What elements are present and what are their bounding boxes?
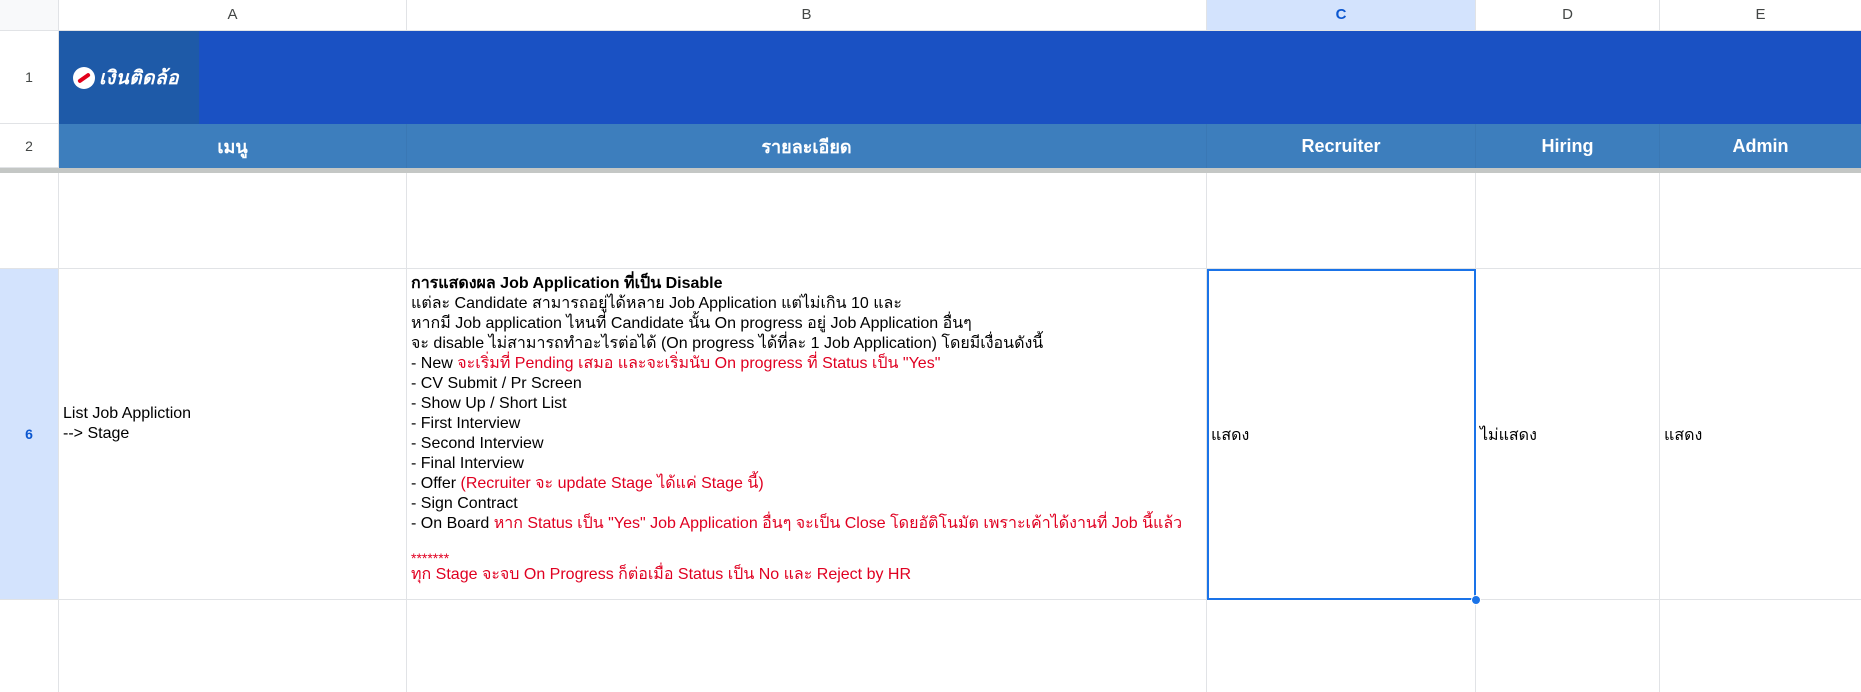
stage-new-label: - New (411, 355, 458, 372)
banner-row (59, 31, 1861, 124)
header-detail[interactable]: รายละเอียด (407, 124, 1207, 168)
company-logo (59, 31, 199, 124)
menu-subitem: --> Stage (63, 425, 130, 442)
header-admin[interactable]: Admin (1660, 124, 1861, 168)
menu-name: List Job Appliction (63, 405, 192, 422)
stage-offer (411, 474, 1202, 494)
detail-spacer (411, 534, 1202, 551)
stage-on-board (411, 514, 1202, 534)
cell-blank-d[interactable] (1476, 173, 1660, 269)
row-header-6[interactable]: 6 (0, 269, 59, 600)
cell-blank-a[interactable] (59, 173, 407, 269)
row-header-blank[interactable] (0, 173, 59, 269)
row-header-next[interactable] (0, 600, 59, 692)
header-menu[interactable]: เมนู (59, 124, 407, 168)
hiring-visibility: ไม่แสดง (1480, 427, 1537, 444)
logo-text: เงินติดล้อ (99, 67, 179, 89)
row-header-1[interactable]: 1 (0, 31, 59, 124)
stage-new-note: จะเริ่มที่ Pending เสมอ และจะเริ่มนับ On progress ที่ Status เป็น "Yes" (457, 355, 941, 372)
column-header-c[interactable]: C (1207, 0, 1476, 31)
logo-icon (73, 67, 95, 89)
cell-next-b[interactable] (407, 600, 1207, 692)
cell-next-c[interactable] (1207, 600, 1476, 692)
cell-b6[interactable] (407, 269, 1207, 600)
fill-handle[interactable] (1471, 595, 1481, 605)
stage-offer-note: (Recruiter จะ update Stage ได้แค่ Stage นี้) (460, 475, 764, 492)
detail-footer-note: ทุก Stage จะจบ On Progress ก็ต่อเมื่อ Status เป็น No และ Reject by HR (411, 566, 912, 583)
stage-new (411, 354, 1202, 374)
stage-second-interview: - Second Interview (411, 435, 544, 452)
cell-blank-e[interactable] (1660, 173, 1861, 269)
stage-on-board-note: หาก Status เป็น "Yes" Job Application อื่นๆ จะเป็น Close โดยอัติโนมัต เพราะเค้าได้งานที่ Job นี้แล้ว (493, 515, 1183, 532)
column-header-e[interactable]: E (1660, 0, 1861, 31)
admin-visibility: แสดง (1664, 427, 1703, 444)
detail-line: หากมี Job application ไหนที่ Candidate นั้น On progress อยู่ Job Application อื่นๆ (411, 315, 972, 332)
stage-first-interview: - First Interview (411, 415, 521, 432)
cell-next-e[interactable] (1660, 600, 1861, 692)
detail-separator: ******* (411, 550, 450, 566)
cell-blank-b[interactable] (407, 173, 1207, 269)
cell-next-d[interactable] (1476, 600, 1660, 692)
column-header-d[interactable]: D (1476, 0, 1660, 31)
stage-final-interview: - Final Interview (411, 455, 524, 472)
column-header-b[interactable]: B (407, 0, 1207, 31)
column-header-a[interactable]: A (59, 0, 407, 31)
stage-on-board-label: - On Board (411, 515, 494, 532)
cell-blank-c[interactable] (1207, 173, 1476, 269)
row-header-2[interactable]: 2 (0, 124, 59, 168)
stage-show-up: - Show Up / Short List (411, 395, 567, 412)
detail-title: การแสดงผล Job Application ที่เป็น Disable (411, 275, 723, 292)
stage-sign-contract: - Sign Contract (411, 495, 518, 512)
select-all-corner[interactable] (0, 0, 59, 31)
stage-cv-submit: - CV Submit / Pr Screen (411, 375, 582, 392)
stage-offer-label: - Offer (411, 475, 461, 492)
header-recruiter[interactable]: Recruiter (1207, 124, 1476, 168)
cell-e6[interactable] (1660, 269, 1861, 600)
cell-next-a[interactable] (59, 600, 407, 692)
header-hiring[interactable]: Hiring (1476, 124, 1660, 168)
cell-a6[interactable] (59, 269, 407, 600)
detail-line: แต่ละ Candidate สามารถอยู่ได้หลาย Job Application แต่ไม่เกิน 10 และ (411, 295, 902, 312)
cell-d6[interactable] (1476, 269, 1660, 600)
active-cell-selection (1207, 269, 1476, 600)
detail-line: จะ disable ไม่สามารถทำอะไรต่อได้ (On progress ได้ที่ละ 1 Job Application) โดยมีเงื่อนดังนี้ (411, 335, 1044, 352)
recruiter-visibility: แสดง (1211, 427, 1250, 444)
